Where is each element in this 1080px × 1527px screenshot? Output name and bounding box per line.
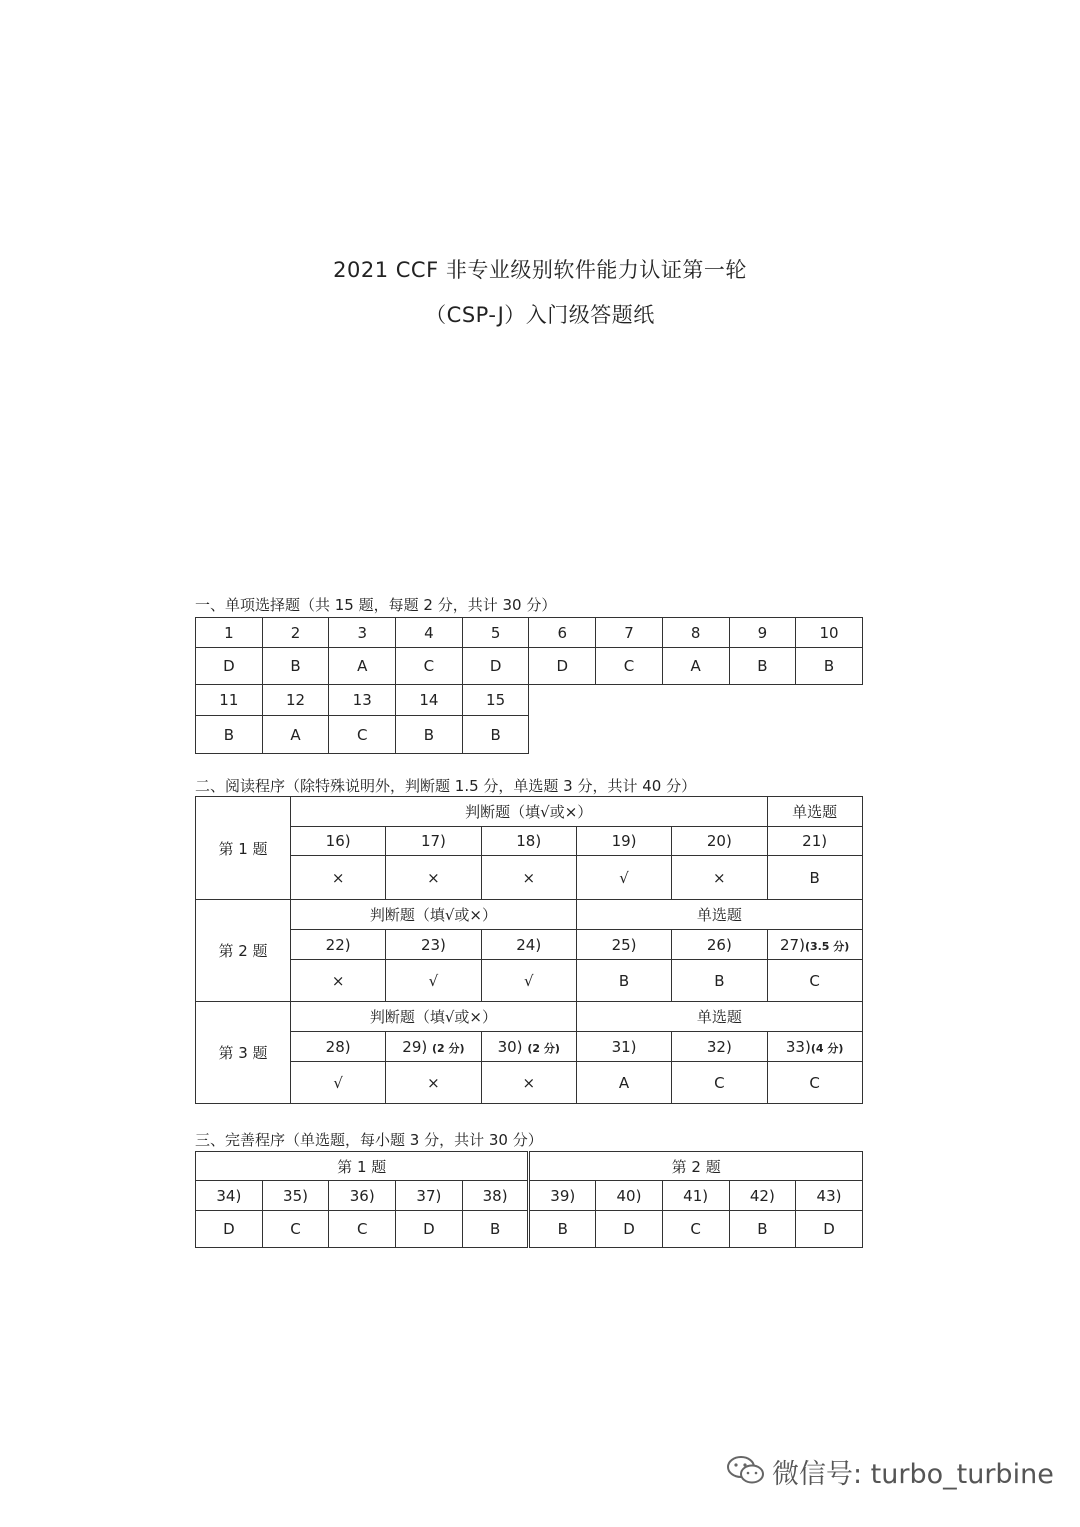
points-note: (2 分) bbox=[527, 1041, 560, 1055]
answer: D bbox=[529, 648, 596, 685]
title-line-1: 2021 CCF 非专业级别软件能力认证第一轮 bbox=[333, 258, 747, 282]
single-label: 单选题 bbox=[576, 1002, 862, 1032]
qnum: 28) bbox=[291, 1032, 386, 1062]
qnum: 32) bbox=[672, 1032, 767, 1062]
answer: × bbox=[672, 856, 767, 900]
qnum: 11 bbox=[196, 685, 263, 716]
answer: √ bbox=[386, 960, 481, 1002]
answer: C bbox=[329, 1211, 396, 1248]
qnum: 36) bbox=[329, 1181, 396, 1211]
qnum: 41) bbox=[662, 1181, 729, 1211]
answer: B bbox=[729, 648, 796, 685]
title-line-2: （CSP-J）入门级答题纸 bbox=[425, 303, 655, 327]
single-label: 单选题 bbox=[576, 900, 862, 930]
qnum: 15 bbox=[462, 685, 529, 716]
points-note: (4 分) bbox=[810, 1041, 844, 1055]
qnum: 19) bbox=[576, 827, 671, 856]
qnum: 2 bbox=[262, 618, 329, 648]
answer: C bbox=[596, 648, 663, 685]
qnum: 3 bbox=[329, 618, 396, 648]
qnum: 29) (2 分) bbox=[386, 1032, 481, 1062]
section3-table bbox=[195, 1151, 863, 1248]
answer: B bbox=[796, 648, 863, 685]
q3-label: 第 3 题 bbox=[196, 1002, 291, 1104]
answer: √ bbox=[481, 960, 576, 1002]
section3-heading: 三、完善程序（单选题，每小题 3 分，共计 30 分） bbox=[195, 1131, 543, 1149]
section2-heading: 二、阅读程序（除特殊说明外，判断题 1.5 分，单选题 3 分，共计 40 分） bbox=[195, 777, 697, 795]
answer: B bbox=[729, 1211, 796, 1248]
group2-label: 第 2 题 bbox=[529, 1152, 862, 1181]
single-label: 单选题 bbox=[767, 797, 862, 827]
answer: B bbox=[576, 960, 671, 1002]
qnum: 8 bbox=[662, 618, 729, 648]
qnum: 35) bbox=[262, 1181, 329, 1211]
qnum: 24) bbox=[481, 930, 576, 960]
answer: A bbox=[329, 648, 396, 685]
qnum: 38) bbox=[462, 1181, 529, 1211]
qnum: 23) bbox=[386, 930, 481, 960]
judge-label: 判断题（填√或×） bbox=[291, 900, 577, 930]
answer: B bbox=[672, 960, 767, 1002]
qnum: 4 bbox=[396, 618, 463, 648]
q2-label: 第 2 题 bbox=[196, 900, 291, 1002]
qnum: 25) bbox=[576, 930, 671, 960]
qnum: 9 bbox=[729, 618, 796, 648]
answer: C bbox=[396, 648, 463, 685]
answer: × bbox=[481, 1062, 576, 1104]
watermark-text: 微信号: turbo_turbine bbox=[772, 1459, 1054, 1490]
judge-label: 判断题（填√或×） bbox=[291, 797, 768, 827]
answer: √ bbox=[576, 856, 671, 900]
qnum: 21) bbox=[767, 827, 862, 856]
qnum: 26) bbox=[672, 930, 767, 960]
qnum: 20) bbox=[672, 827, 767, 856]
answer: × bbox=[291, 960, 386, 1002]
section1-row2-nums bbox=[196, 685, 529, 716]
qnum: 1 bbox=[196, 618, 263, 648]
qnum: 33)(4 分) bbox=[767, 1032, 862, 1062]
answer: C bbox=[262, 1211, 329, 1248]
answer: B bbox=[262, 648, 329, 685]
qnum: 18) bbox=[481, 827, 576, 856]
group1-label: 第 1 题 bbox=[196, 1152, 529, 1181]
qnum: 7 bbox=[596, 618, 663, 648]
answer: × bbox=[386, 856, 481, 900]
section1-row1-nums bbox=[196, 618, 863, 648]
answer: B bbox=[396, 716, 463, 754]
wechat-icon bbox=[726, 1455, 766, 1485]
answer: C bbox=[767, 960, 862, 1002]
answer: C bbox=[672, 1062, 767, 1104]
qnum: 14 bbox=[396, 685, 463, 716]
answer: B bbox=[767, 856, 862, 900]
qnum: 10 bbox=[796, 618, 863, 648]
answer: B bbox=[196, 716, 263, 754]
qnum: 40) bbox=[596, 1181, 663, 1211]
qnum: 17) bbox=[386, 827, 481, 856]
judge-label: 判断题（填√或×） bbox=[291, 1002, 577, 1032]
qnum: 22) bbox=[291, 930, 386, 960]
qnum: 42) bbox=[729, 1181, 796, 1211]
qnum: 34) bbox=[196, 1181, 263, 1211]
answer: × bbox=[386, 1062, 481, 1104]
answer: C bbox=[767, 1062, 862, 1104]
section1-row1-answers bbox=[196, 648, 863, 685]
answer: D bbox=[196, 1211, 263, 1248]
answer: B bbox=[462, 716, 529, 754]
section1-heading: 一、单项选择题（共 15 题，每题 2 分，共计 30 分） bbox=[195, 596, 557, 614]
answer: √ bbox=[291, 1062, 386, 1104]
answer: A bbox=[662, 648, 729, 685]
qnum: 43) bbox=[796, 1181, 863, 1211]
qnum: 30) (2 分) bbox=[481, 1032, 576, 1062]
section1-row2-answers bbox=[196, 716, 529, 754]
section1-table bbox=[195, 617, 863, 685]
answer: C bbox=[329, 716, 396, 754]
answer: A bbox=[262, 716, 329, 754]
section2-table bbox=[195, 796, 863, 1104]
qnum: 16) bbox=[291, 827, 386, 856]
answer: D bbox=[396, 1211, 463, 1248]
answer: × bbox=[481, 856, 576, 900]
qnum: 39) bbox=[529, 1181, 596, 1211]
points-note: (2 分) bbox=[432, 1041, 465, 1055]
qnum: 27)(3.5 分) bbox=[767, 930, 862, 960]
answer: D bbox=[196, 648, 263, 685]
qnum: 6 bbox=[529, 618, 596, 648]
answer: × bbox=[291, 856, 386, 900]
answer: A bbox=[576, 1062, 671, 1104]
answer: D bbox=[596, 1211, 663, 1248]
qnum: 5 bbox=[462, 618, 529, 648]
qnum: 12 bbox=[262, 685, 329, 716]
answer: D bbox=[462, 648, 529, 685]
answer: D bbox=[796, 1211, 863, 1248]
qnum: 31) bbox=[576, 1032, 671, 1062]
answer: C bbox=[662, 1211, 729, 1248]
qnum: 37) bbox=[396, 1181, 463, 1211]
answer: B bbox=[529, 1211, 596, 1248]
points-note: (3.5 分) bbox=[804, 939, 850, 953]
qnum: 13 bbox=[329, 685, 396, 716]
q1-label: 第 1 题 bbox=[196, 797, 291, 900]
section1-table-row2 bbox=[195, 684, 529, 754]
answer: B bbox=[462, 1211, 529, 1248]
